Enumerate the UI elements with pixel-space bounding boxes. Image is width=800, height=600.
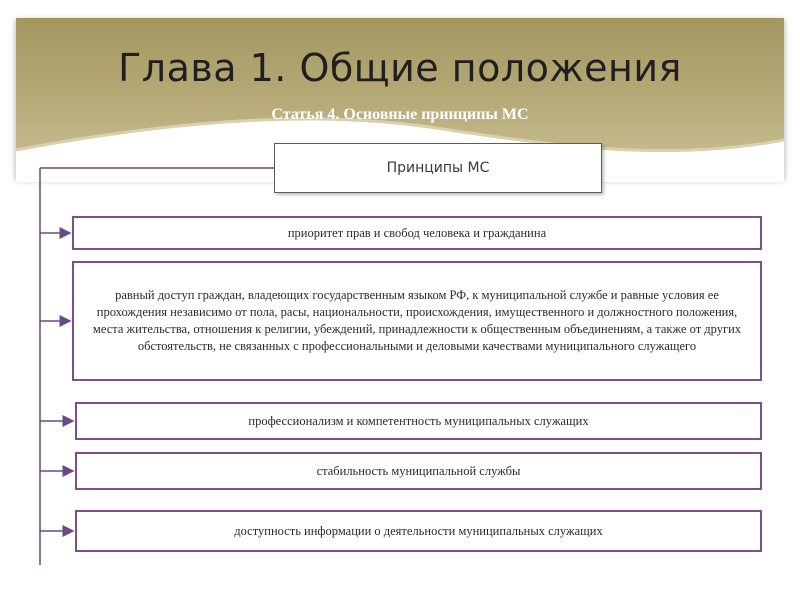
- principles-root-box: Принципы МС: [274, 143, 602, 193]
- principle-box-5: доступность информации о деятельности муниципальных служащих: [75, 510, 762, 552]
- principle-box-2: равный доступ граждан, владеющих государственным языком РФ, к муниципальной службе и равные условия ее прохождения независимо от пола, расы, национальности, происхождения, имущественного и должностного положения, места жительства, отношения к религии, убеждений, принадлежности к общественным объединениям, а также от других обстоятельств, не связанных с профессиональными и деловыми качествами муниципального служащего: [72, 261, 762, 381]
- slide-title: Глава 1. Общие положения: [118, 46, 682, 90]
- principle-box-1: приоритет прав и свобод человека и гражданина: [72, 216, 762, 250]
- slide-subtitle: Статья 4. Основные принципы МС: [271, 106, 529, 123]
- principle-box-3: профессионализм и компетентность муниципальных служащих: [75, 402, 762, 440]
- principle-box-4: стабильность муниципальной службы: [75, 452, 762, 490]
